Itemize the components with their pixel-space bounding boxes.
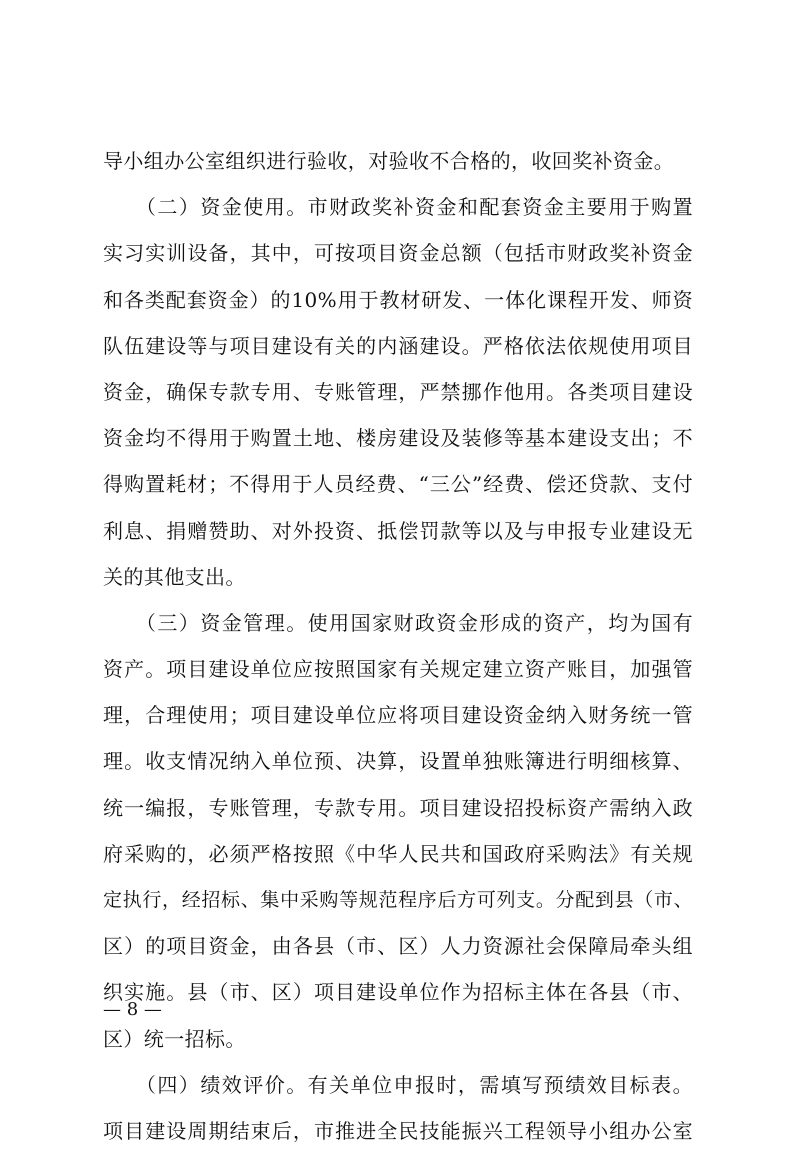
text-line: 项目建设周期结束后，市推进全民技能振兴工程领导小组办公室 xyxy=(103,1118,693,1143)
text-line: 织实施。县（市、区）项目建设单位作为招标主体在各县（市、 xyxy=(103,980,693,1005)
text-line: 理。收支情况纳入单位预、决算，设置单独账簿进行明细核算、 xyxy=(103,749,693,774)
text-line: 实习实训设备，其中，可按项目资金总额（包括市财政奖补资金 xyxy=(103,241,693,266)
text-line: 关的其他支出。 xyxy=(103,564,246,589)
text-line: 理，合理使用；项目建设单位应将项目建设资金纳入财务统一管 xyxy=(103,703,693,728)
body-text xyxy=(103,138,693,1154)
text-line: 府采购的，必须严格按照《中华人民共和国政府采购法》有关规 xyxy=(103,841,693,866)
page-number: — 8 — xyxy=(103,999,162,1020)
text-line: 定执行，经招标、集中采购等规范程序后方可列支。分配到县（市、 xyxy=(103,889,693,911)
text-line: 和各类配套资金）的10%用于教材研发、一体化课程开发、师资 xyxy=(103,287,693,312)
text-line: 资金均不得用于购置土地、楼房建设及装修等基本建设支出；不 xyxy=(103,426,693,451)
text-line: 资产。项目建设单位应按照国家有关规定建立资产账目，加强管 xyxy=(103,657,693,682)
text-line: （二）资金使用。市财政奖补资金和配套资金主要用于购置 xyxy=(103,195,693,220)
text-line: 得购置耗材；不得用于人员经费、“三公”经费、偿还贷款、支付 xyxy=(103,472,693,497)
text-line: 利息、捐赠赞助、对外投资、抵偿罚款等以及与申报专业建设无 xyxy=(103,518,693,543)
text-line: 区）统一招标。 xyxy=(103,1026,246,1051)
text-line: 资金，确保专款专用、专账管理，严禁挪作他用。各类项目建设 xyxy=(103,379,693,404)
text-line: 导小组办公室组织进行验收，对验收不合格的，收回奖补资金。 xyxy=(103,149,675,173)
text-line: 队伍建设等与项目建设有关的内涵建设。严格依法依规使用项目 xyxy=(103,333,693,358)
text-line: 区）的项目资金，由各县（市、区）人力资源社会保障局牵头组 xyxy=(103,934,693,959)
text-line: （四）绩效评价。有关单位申报时，需填写预绩效目标表。 xyxy=(103,1072,693,1097)
text-line: （三）资金管理。使用国家财政资金形成的资产，均为国有 xyxy=(103,610,693,635)
text-line: 统一编报，专账管理，专款专用。项目建设招投标资产需纳入政 xyxy=(103,795,693,820)
